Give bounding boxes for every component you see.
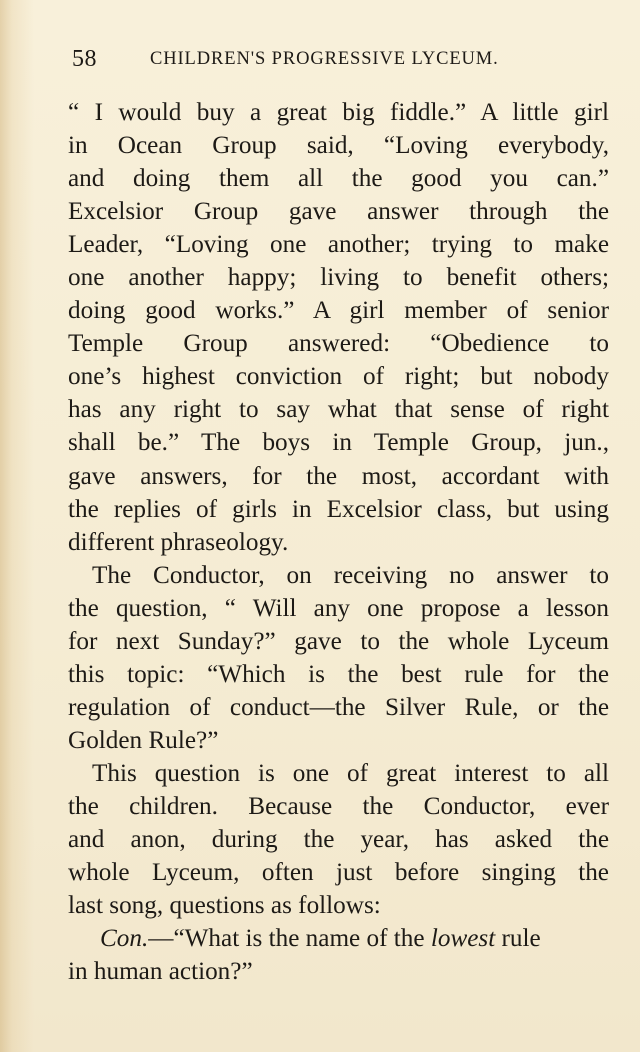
text-line: Excelsior Group gave answer through the: [68, 198, 609, 226]
text-line: shall be.” The boys in Temple Group, jun.,: [68, 429, 609, 457]
text-line: this topic: “Which is the best rule for the: [68, 660, 609, 688]
text-line: last song, questions as follows:: [68, 892, 381, 920]
text-line: Golden Rule?”: [68, 726, 219, 754]
text-line: the replies of girls in Excelsior class, but using: [68, 495, 609, 523]
text-line: doing good works.” A girl member of senior: [68, 297, 609, 325]
emphasized-word: lowest: [430, 925, 496, 953]
text-line: different phraseology.: [68, 528, 289, 556]
text-line: one another happy; living to benefit others;: [68, 264, 609, 292]
text-line: in human action?”: [68, 958, 253, 986]
text-line: in Ocean Group said, “Loving everybody,: [68, 132, 609, 160]
text-line: gave answers, for the most, accordant with: [68, 462, 609, 490]
text-line: the children. Because the Conductor, ever: [68, 792, 609, 820]
text-line: and anon, during the year, has asked the: [68, 826, 609, 854]
text-line: the question, “ Will any one propose a lesson: [68, 594, 609, 622]
text-line: This question is one of great interest to all: [92, 759, 609, 787]
text-line: whole Lyceum, often just before singing the: [68, 859, 609, 887]
text-line: for next Sunday?” gave to the whole Lyceum: [68, 627, 609, 655]
text-line: and doing them all the good you can.”: [68, 165, 609, 193]
text-line: regulation of conduct—the Silver Rule, or the: [68, 693, 609, 721]
page-number: 58: [72, 46, 97, 72]
text-line: The Conductor, on receiving no answer to: [92, 561, 609, 589]
body-text: [68, 96, 609, 988]
running-head-title: CHILDREN'S PROGRESSIVE LYCEUM.: [150, 49, 499, 69]
dialogue-line: [68, 922, 609, 955]
text-line: Temple Group answered: “Obedience to: [68, 330, 609, 358]
text-line: one’s highest conviction of right; but nobody: [68, 363, 609, 391]
running-head: [72, 46, 612, 76]
dialogue-text: rule: [495, 925, 541, 953]
text-line: has any right to say what that sense of right: [68, 396, 609, 424]
speaker-label: Con.: [100, 925, 149, 953]
text-line: Leader, “Loving one another; trying to make: [68, 231, 609, 259]
dialogue-text: —“What is the name of the: [148, 925, 431, 953]
text-line: “ I would buy a great big fiddle.” A little girl: [68, 99, 609, 126]
